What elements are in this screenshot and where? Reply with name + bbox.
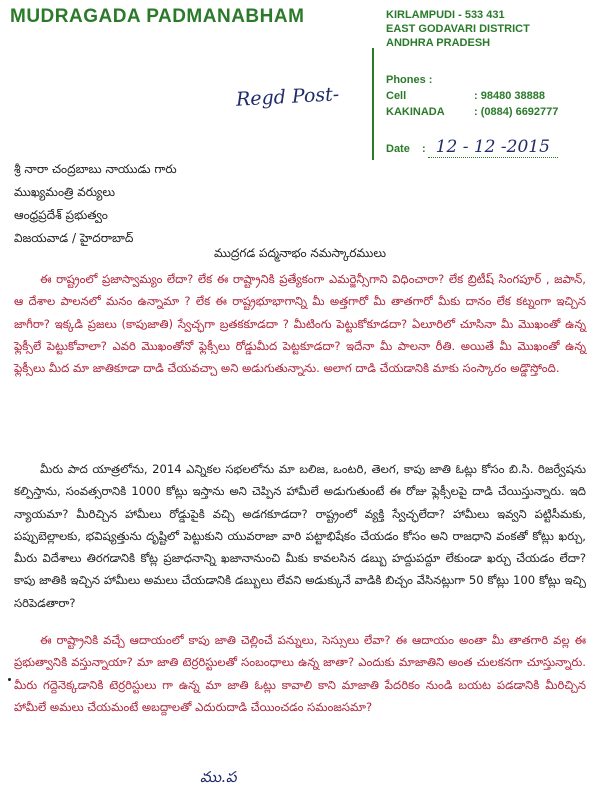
letterhead-divider bbox=[372, 48, 374, 160]
kakinada-label: KAKINADA bbox=[386, 106, 445, 118]
cell-label: Cell bbox=[386, 90, 407, 102]
letterhead-address bbox=[386, 8, 530, 50]
signature-initials: ము.ప bbox=[200, 768, 237, 786]
letterhead-name: MUDRAGADA PADMANABHAM bbox=[10, 6, 305, 27]
date-colon: : bbox=[422, 143, 426, 155]
margin-dot bbox=[8, 678, 11, 681]
addressee-line-3: ఆంధ్రప్రదేశ్ ప్రభుత్వం bbox=[14, 208, 108, 222]
kakinada-value: : (0884) 6692777 bbox=[474, 106, 559, 118]
addressee-line-4: విజయవాడ / హైదరాబాద్ bbox=[14, 231, 134, 245]
addressee-block bbox=[14, 158, 177, 250]
paragraph-1: ఈ రాష్ట్రంలో ప్రజాస్వామ్యం లేదా? లేక ఈ రాష్ట్రానికి ప్రత్యేకంగా ఎమర్జెన్సీగాని విధించారా? లేక బ్రిటీష్ సింగపూర్ , జపాన్, ఆ దేశాల పాలనలో మనం ఉన్నామా ? లేక ఈ రాష్ట్రభూభాగాన్ని మీ అత్తగారో మీ తాతగారో మీకు దానం లేక కట్నంగా ఇచ్చిన జాగీరా? ఇక్కడి ప్రజలు (కాపుజాతి) స్వేచ్ఛగా బ్రతకకూడదా ? మీటింగు పెట్టుకోకూడదా? ఏలూరిలో చూసినా మీ మొఖంతో ఉన్న ఫ్లెక్సీలే పెట్టుకోవాలా? ఎవరి మొఖంతోనో ఫ్లెక్సీలు రోడ్డుమీద పెట్టకూడదా? ఇదేనా మీ పాలనా రీతి. అయితే మీ మొఖంతో ఉన్న ఫ్లెక్సీలు మీద మా జాతికూడా దాడి చేయవచ్చా అని అడుగుతున్నాను. అలాగ దాడి చేయడానికి మాకు సంస్కారం అడ్డొస్తోంది. bbox=[14, 272, 586, 376]
date-label: Date bbox=[386, 143, 410, 155]
phones-label: Phones : bbox=[386, 74, 433, 86]
cell-value: : 98480 38888 bbox=[474, 90, 545, 102]
letterhead-phones bbox=[386, 72, 558, 120]
addressee-line-2: ముఖ్యమంత్రి వర్యులు bbox=[14, 185, 116, 199]
regd-post-note: Regd Post- bbox=[235, 83, 340, 111]
salutation: ముద్రగడ పద్మనాభం నమస్కారములు bbox=[214, 246, 386, 260]
paragraph-2: మీరు పాద యాత్రలోను, 2014 ఎన్నికల సభలలోను మా బలిజ, ఒంటరి, తెలగ, కాపు జాతి ఓట్లు కోసం బి.సి. రిజర్వేషను కల్పిస్తాను, సంవత్సరానికి 1000 కోట్లు ఇస్తాను అని చెప్పిన హామీలే అడుగుతుంటే ఈ రోజు ఫ్లెక్సీలపై దాడి చేయిస్తున్నారు. ఇది న్యాయమా? మీరిచ్చిన హామీలు రోడ్డుపైకి వచ్చి అడగకూడదా? రాష్ట్రంలో వ్యక్తి స్వేచ్ఛలేదా? హామీలు ఇవ్వని పట్టిసీమకు, పప్పుబెల్లాలకు, భవిష్యత్తును దృష్టిలో పెట్టుకుని యువరాజా వారి పట్టాభిషేకం చేయడం కోసం అని రాజధాని వంకతో కోట్లు ఖర్చు, మీరు విదేశాలు తిరగడానికి కోట్ల ప్రజాధనాన్ని ఖజానానుంచి మీకు కావలసిన డబ్బు హద్దుపద్దూ లేకుండా ఖర్చు చేయడం లేదా? కాపు జాతికి ఇచ్చిన హామీలు అమలు చేయడానికి డబ్బులు లేవని అడుక్కునే వాడికి బిచ్చం వేసినట్లుగా 50 కోట్లు 100 కోట్లు ఇచ్చి సరిపెడతారా? bbox=[14, 462, 586, 610]
address-line-2: EAST GODAVARI DISTRICT bbox=[386, 23, 530, 35]
kakinada-row bbox=[386, 104, 558, 120]
date-value: 12 - 12 -2015 bbox=[428, 137, 558, 158]
date-row bbox=[386, 137, 558, 158]
address-line-3: ANDHRA PRADESH bbox=[386, 37, 491, 49]
paragraph-3: ఈ రాష్ట్రానికి వచ్చే ఆదాయంలో కాపు జాతి చెల్లించే పన్నులు, సెస్సులు లేవా? ఈ ఆదాయం అంతా మీ తాతగారి వల్ల ఈ ప్రభుత్వానికి వస్తున్నాయా? మా జాతి టెర్రరిస్టులతో సంబంధాలు ఉన్న జాతా? ఎందుకు మాజాతిని అంత చులకనగా చూస్తున్నారు. మీరు గద్దెనెక్కడానికి టెర్రరిస్టులు గా ఉన్న మా జాతి ఓట్లు కావాలి కాని మాజాతి పేదరికం నుండి బయట పడడానికి మీరిచ్చిన హామీలే అమలు చేయమంటే అబద్దాలతో ఎదురుదాడి చేయించడం సమంజసమా? bbox=[14, 633, 586, 714]
cell-row bbox=[386, 88, 558, 104]
address-line-1: KIRLAMPUDI - 533 431 bbox=[386, 9, 505, 21]
addressee-line-1: శ్రీ నారా చంద్రబాబు నాయుడు గారు bbox=[14, 162, 177, 176]
